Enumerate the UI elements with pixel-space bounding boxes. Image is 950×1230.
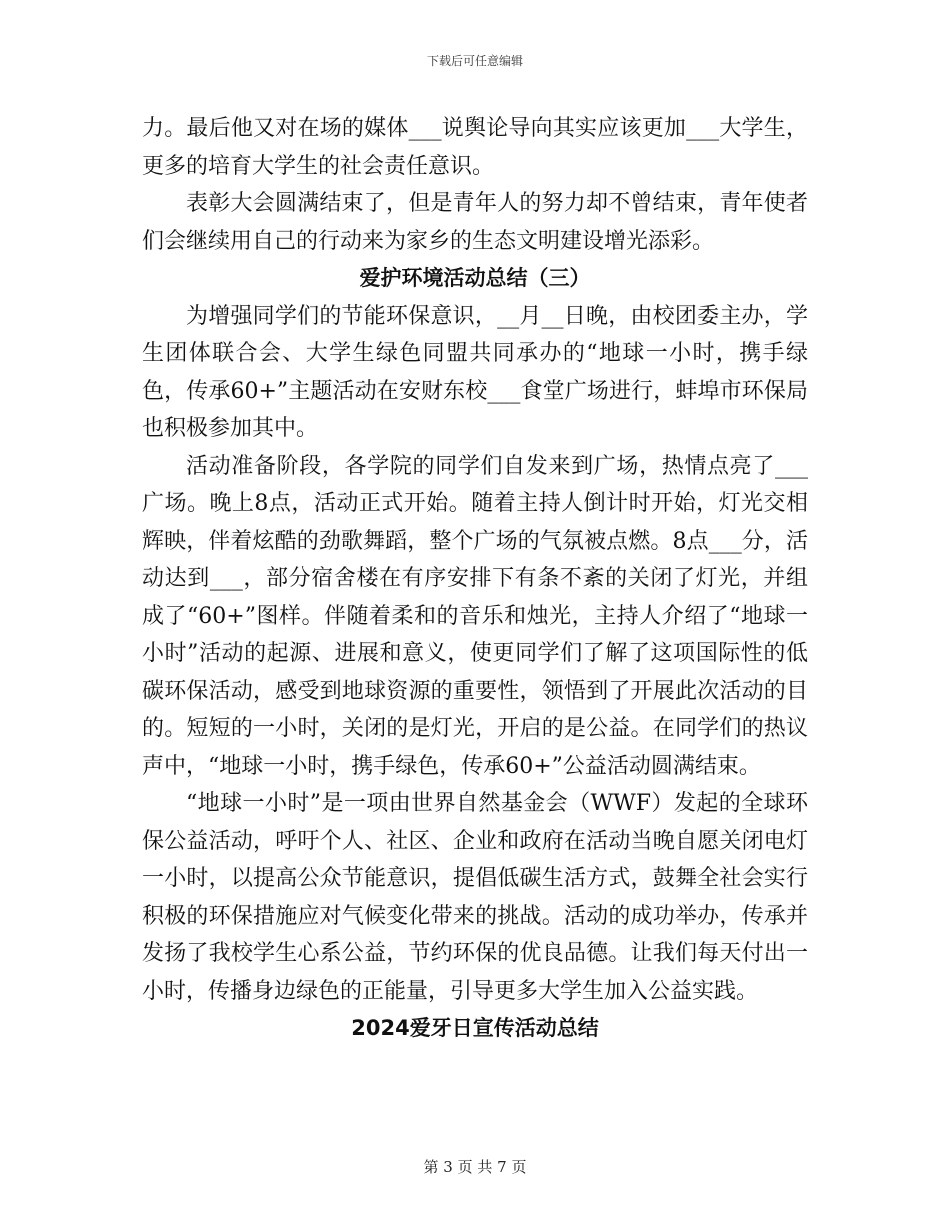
paragraph-2: 表彰大会圆满结束了，但是青年人的努力却不曾结束，青年使者们会继续用自己的行动来为家乡的生态文明建设增光添彩。 — [142, 191, 808, 254]
section-title-2: 2024爱牙日宣传活动总结 — [351, 1016, 599, 1040]
section-title-1: 爱护环境活动总结（三） — [359, 266, 591, 290]
paragraph-5: “地球一小时”是一项由世界自然基金会（WWF）发起的全球环保公益活动，呼吁个人、社区、企业和政府在活动当晚自愿关闭电灯一小时，以提高公众节能意识，提倡低碳生活方式，鼓舞全社会实行积极的环保措施应对气候变化带来的挑战。活动的成功举办，传承并发扬了我校学生心系公益，节约环保的优良品德。让我们每天付出一小时，传播身边绿色的正能量，引导更多大学生加入公益实践。 — [142, 791, 808, 1004]
page-header: 下载后可任意编辑 — [426, 54, 523, 68]
paragraph-1: 力。最后他又对在场的媒体___说舆论导向其实应该更加___大学生，更多的培育大学生的社会责任意识。 — [142, 116, 808, 179]
document-body — [142, 110, 808, 1048]
paragraph-3: 为增强同学们的节能环保意识，__月__日晚，由校团委主办，学生团体联合会、大学生绿色同盟共同承办的“地球一小时，携手绿色，传承60+”主题活动在安财东校___食堂广场进行，蚌埠市环保局也积极参加其中。 — [142, 303, 808, 441]
paragraph-4: 活动准备阶段，各学院的同学们自发来到广场，热情点亮了___广场。晚上8点，活动正式开始。随着主持人倒计时开始，灯光交相辉映，伴着炫酷的劲歌舞蹈，整个广场的气氛被点燃。8点___分，活动达到___，部分宿舍楼在有序安排下有条不紊的关闭了灯光，并组成了“60+”图样。伴随着柔和的音乐和烛光，主持人介绍了“地球一小时”活动的起源、进展和意义，使更同学们了解了这项国际性的低碳环保活动，感受到地球资源的重要性，领悟到了开展此次活动的目的。短短的一小时，关闭的是灯光，开启的是公益。在同学们的热议声中，“地球一小时，携手绿色，传承60+”公益活动圆满结束。 — [142, 453, 808, 779]
page-footer: 第 3 页 共 7 页 — [423, 1158, 527, 1176]
